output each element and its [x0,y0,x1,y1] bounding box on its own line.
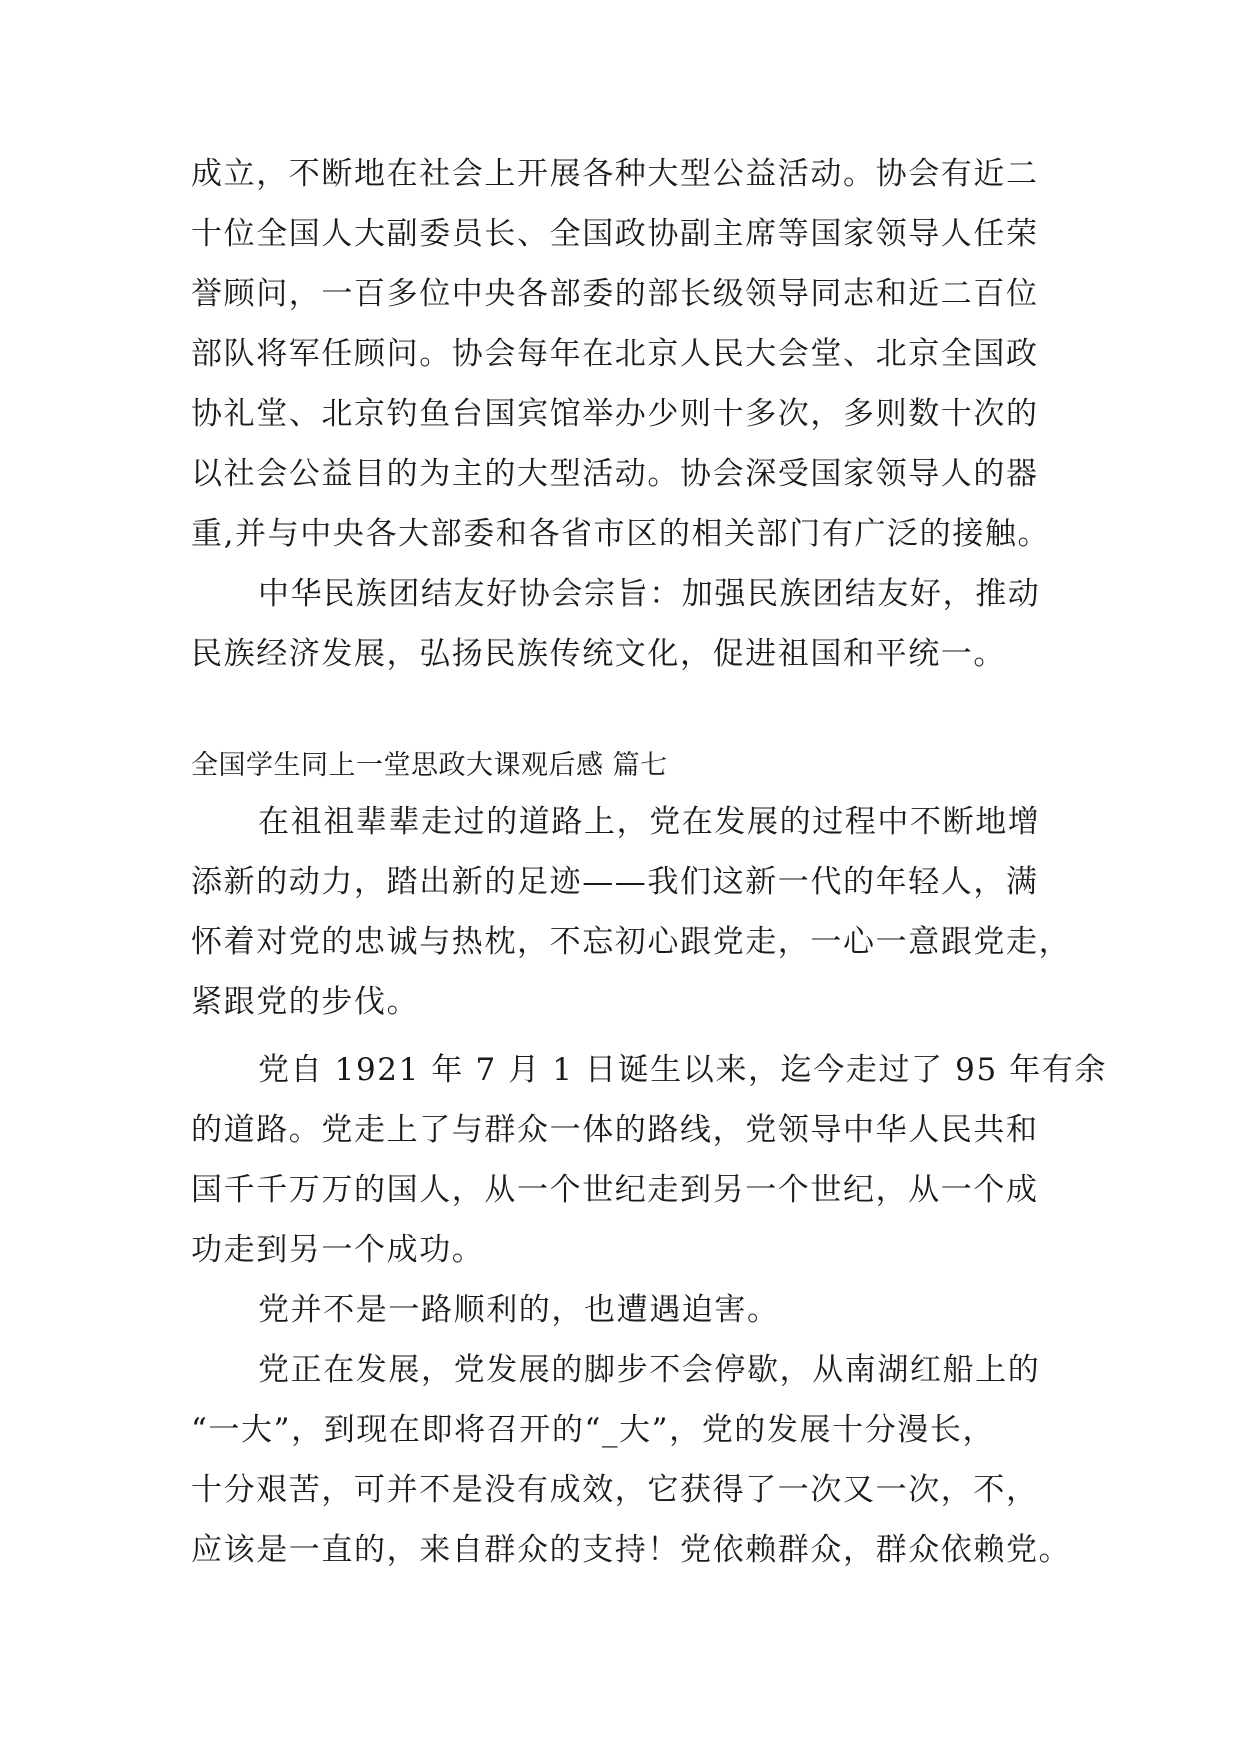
paragraph-line: 民族经济发展，弘扬民族传统文化，促进祖国和平统一。 [191,636,1006,672]
paragraph-line: 党自 1921 年 7 月 1 日诞生以来，迄今走过了 95 年有余 [258,1052,1108,1088]
paragraph-line: 重,并与中央各大部委和各省市区的相关部门有广泛的接触。 [191,516,1051,552]
paragraph-line: 紧跟党的步伐。 [191,984,420,1020]
paragraph-line: 中华民族团结友好协会宗旨：加强民族团结友好，推动 [258,576,1041,612]
paragraph-line: 的道路。党走上了与群众一体的路线，党领导中华人民共和 [191,1112,1039,1148]
paragraph-line: 成立，不断地在社会上开展各种大型公益活动。协会有近二 [191,156,1039,192]
section-heading: 全国学生同上一堂思政大课观后感 篇七 [191,750,668,781]
paragraph-line: 功走到另一个成功。 [191,1232,485,1268]
paragraph-line: 怀着对党的忠诚与热枕，不忘初心跟党走，一心一意跟党走， [191,924,1072,960]
paragraph-line: 应该是一直的，来自群众的支持！党依赖群众，群众依赖党。 [191,1532,1072,1568]
paragraph-line: 在祖祖辈辈走过的道路上，党在发展的过程中不断地增 [258,804,1041,840]
paragraph-line: 誉顾问，一百多位中央各部委的部长级领导同志和近二百位 [191,276,1039,312]
paragraph-line: 添新的动力，踏出新的足迹——我们这新一代的年轻人，满 [191,864,1039,900]
paragraph-line: 部队将军任顾问。协会每年在北京人民大会堂、北京全国政 [191,336,1039,372]
paragraph-line: 党并不是一路顺利的，也遭遇迫害。 [258,1292,780,1328]
paragraph-line: 协礼堂、北京钓鱼台国宾馆举办少则十多次，多则数十次的 [191,396,1039,432]
paragraph-line: “一大”，到现在即将召开的“_大”，党的发展十分漫长， [191,1412,996,1448]
paragraph-line: 十分艰苦，可并不是没有成效，它获得了一次又一次，不， [191,1472,1039,1508]
paragraph-line: 十位全国人大副委员长、全国政协副主席等国家领导人任荣 [191,216,1039,252]
paragraph-line: 国千千万万的国人，从一个世纪走到另一个世纪，从一个成 [191,1172,1039,1208]
paragraph-line: 以社会公益目的为主的大型活动。协会深受国家领导人的器 [191,456,1039,492]
paragraph-line: 党正在发展，党发展的脚步不会停歇，从南湖红船上的 [258,1352,1041,1388]
